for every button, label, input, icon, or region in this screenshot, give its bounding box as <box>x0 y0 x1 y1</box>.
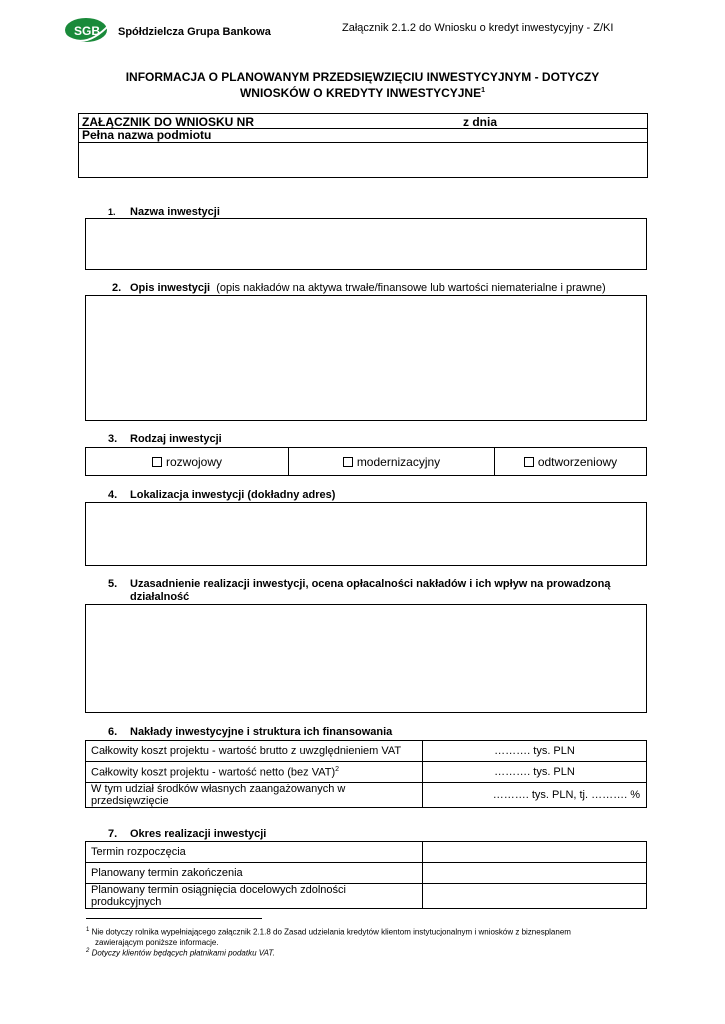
section-2-heading <box>112 282 606 294</box>
section-1-number: 1. <box>108 207 116 217</box>
target-capacity-date-label: Planowany termin osiągnięcia docelowych zdolności produkcyjnych <box>86 884 423 909</box>
footnote-2-mark: 2 <box>86 948 90 954</box>
section-5-heading <box>108 578 640 604</box>
section-4-label: Lokalizacja inwestycji (dokładny adres) <box>130 489 336 501</box>
date-label: z dnia <box>463 115 498 129</box>
section-5-line-1 <box>108 578 640 591</box>
footnote-2-text: Dotyczy klientów będących płatnikami podatku VAT. <box>91 948 275 958</box>
footnote-2 <box>86 946 275 959</box>
investment-description-field[interactable] <box>85 295 647 421</box>
schedule-table <box>85 841 647 909</box>
checkbox-odtworzeniowy[interactable] <box>524 457 534 467</box>
section-2-label: Opis inwestycji <box>130 282 211 294</box>
row-label <box>86 783 423 808</box>
section-6-label: Nakłady inwestycyjne i struktura ich finansowania <box>130 726 393 738</box>
start-date-field[interactable] <box>423 842 647 863</box>
checkbox-modernizacyjny[interactable] <box>343 457 353 467</box>
net-cost-value[interactable]: ………. tys. PLN <box>423 762 647 783</box>
section-1-label: Nazwa inwestycji <box>130 206 220 218</box>
target-capacity-date-field[interactable] <box>423 884 647 909</box>
option-rozwojowy[interactable] <box>86 448 288 475</box>
own-funds-value[interactable]: ………. tys. PLN, tj. ………. % <box>423 783 647 808</box>
net-cost-footnote-mark: 2 <box>335 765 340 773</box>
row-label <box>86 762 423 783</box>
entity-name-label: Pełna nazwa podmiotu <box>79 129 647 143</box>
gross-cost-value[interactable]: ………. tys. PLN <box>423 741 647 762</box>
option-modernizacyjny-label: modernizacyjny <box>356 454 441 469</box>
option-odtworzeniowy-label: odtworzeniowy <box>537 454 618 469</box>
footnote-1-mark: 1 <box>86 927 90 933</box>
sgb-logo-icon <box>64 16 114 44</box>
start-date-label: Termin rozpoczęcia <box>86 842 423 863</box>
end-date-field[interactable] <box>423 863 647 884</box>
section-5-label: Uzasadnienie realizacji inwestycji, ocena opłacalności nakładów i ich wpływ na prowadzoną <box>130 578 611 590</box>
section-2-description: (opis nakładów na aktywa trwałe/finansowe lub wartości niematerialne i prawne) <box>216 282 606 294</box>
own-funds-label: W tym udział środków własnych zaangażowanych w przedsięwzięcie <box>91 783 346 807</box>
gross-cost-label: Całkowity koszt projektu - wartość brutto z uwzględnieniem VAT <box>91 745 402 757</box>
document-title <box>60 70 665 100</box>
section-7-number: 7. <box>108 828 118 840</box>
footnote-1 <box>86 925 571 948</box>
bank-name: Spółdzielcza Grupa Bankowa <box>118 26 271 38</box>
title-line-2 <box>60 84 665 100</box>
title-footnote-mark: 1 <box>481 87 486 94</box>
option-rozwojowy-label: rozwojowy <box>165 454 222 469</box>
svg-text:SGB: SGB <box>74 24 101 38</box>
investment-location-field[interactable] <box>85 502 647 566</box>
footnote-separator <box>86 918 262 919</box>
checkbox-rozwojowy[interactable] <box>152 457 162 467</box>
investment-justification-field[interactable] <box>85 604 647 713</box>
section-5-label-cont: działalność <box>130 591 190 603</box>
footnote-1-text-cont: zawierającym poniższe informacje. <box>95 937 219 947</box>
section-4-heading <box>108 489 335 501</box>
option-modernizacyjny[interactable] <box>288 448 494 475</box>
end-date-label: Planowany termin zakończenia <box>86 863 423 884</box>
section-6-heading <box>108 726 392 738</box>
section-7-heading <box>108 828 266 840</box>
table-row <box>86 863 647 884</box>
net-cost-label: Całkowity koszt projektu - wartość netto (bez VAT) <box>91 766 336 779</box>
application-header-box <box>78 113 648 178</box>
table-row <box>86 884 647 909</box>
table-row <box>86 762 647 783</box>
investment-name-field[interactable] <box>85 218 647 270</box>
row-label <box>86 741 423 762</box>
section-1-heading <box>108 206 220 218</box>
section-3-label: Rodzaj inwestycji <box>130 433 222 445</box>
section-3-number: 3. <box>108 433 118 445</box>
title-line-1: INFORMACJA O PLANOWANYM PRZEDSIĘWZIĘCIU INWESTYCYJNYM - DOTYCZY <box>125 70 600 84</box>
section-6-number: 6. <box>108 726 118 738</box>
title-line-2-text: WNIOSKÓW O KREDYTY INWESTYCYJNE <box>239 86 482 100</box>
attachment-reference: Załącznik 2.1.2 do Wniosku o kredyt inwestycyjny - Z/KI <box>342 22 614 34</box>
application-number-row <box>79 114 647 129</box>
option-odtworzeniowy[interactable] <box>494 448 646 475</box>
table-row <box>86 783 647 808</box>
section-7-label: Okres realizacji inwestycji <box>130 828 267 840</box>
section-2-number: 2. <box>112 282 122 294</box>
table-row <box>86 741 647 762</box>
financing-table <box>85 740 647 808</box>
section-4-number: 4. <box>108 489 118 501</box>
entity-name-field[interactable] <box>79 143 647 176</box>
section-3-heading <box>108 433 222 445</box>
table-row <box>86 842 647 863</box>
section-5-number: 5. <box>108 578 118 590</box>
sgb-logo <box>64 16 271 44</box>
investment-type-options <box>85 447 647 476</box>
footnote-1-text: Nie dotyczy rolnika wypełniającego załącznik 2.1.8 do Zasad udzielania kredytów klientom instytucjonalnym i wniosków z biznesplanem <box>91 927 571 937</box>
application-number-label: ZAŁĄCZNIK DO WNIOSKU NR <box>82 115 254 129</box>
